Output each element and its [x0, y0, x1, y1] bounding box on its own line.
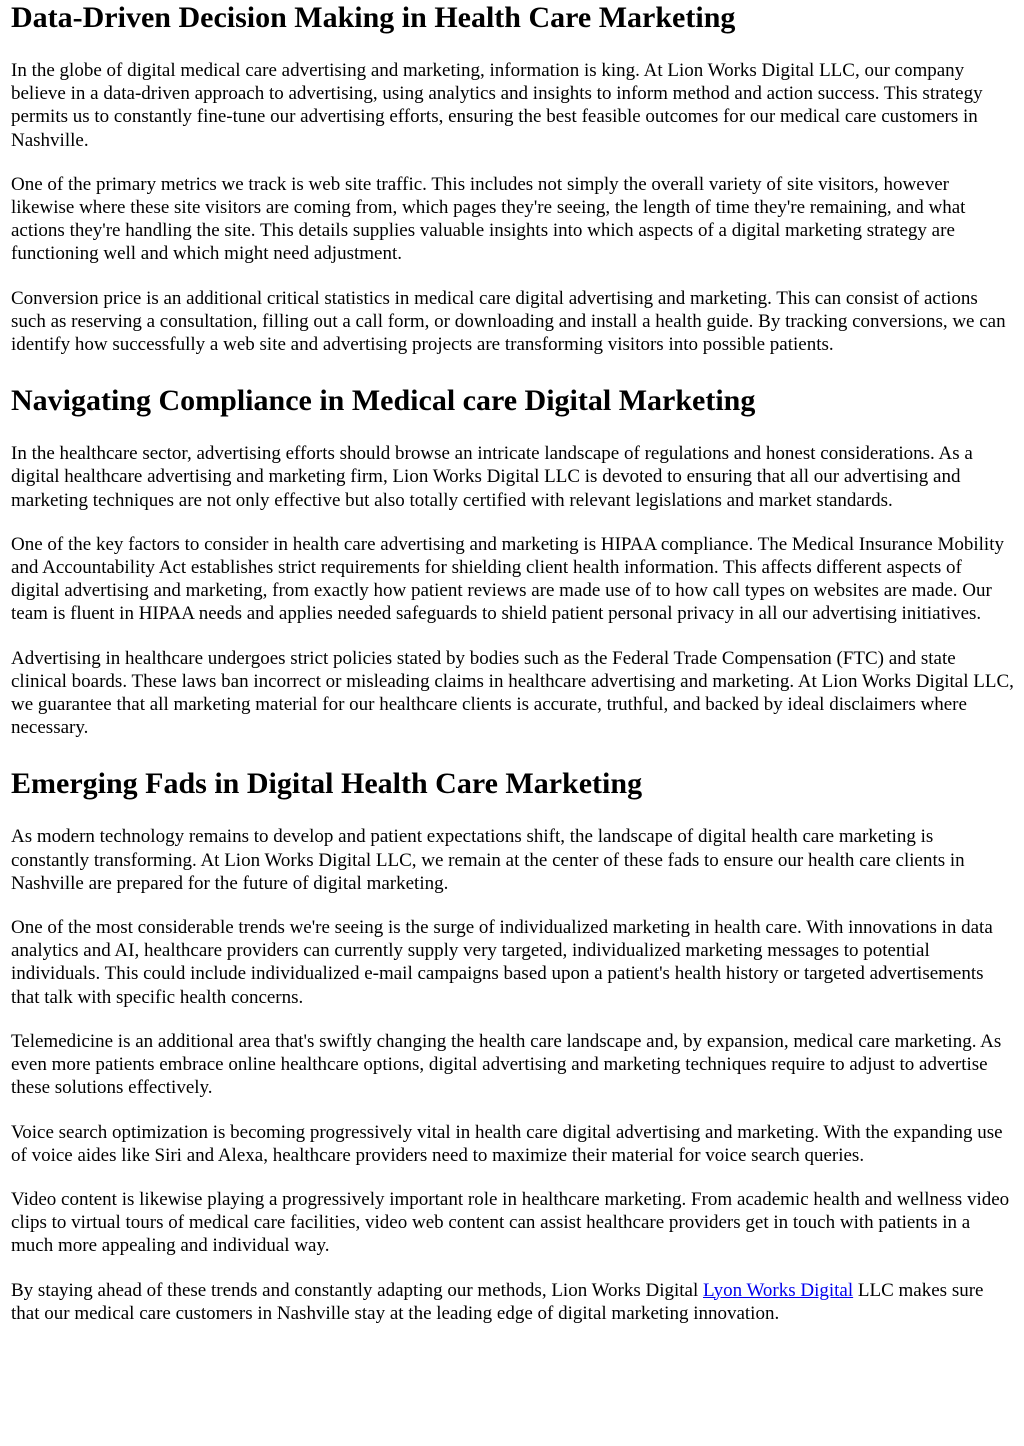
paragraph: Voice search optimization is becoming progressively vital in health care digital advertising and marketing. With the expanding use of voice aides like Siri and Alexa, healthcare providers need to maximize their material for voice search queries. [11, 1121, 1003, 1166]
paragraph: Advertising in healthcare undergoes strict policies stated by bodies such as the Federal Trade Compensation (FTC) and state clinical boards. These laws ban incorrect or misleading claims in healthcare advertising and marketing. At Lion Works Digital LLC, we guarantee that all marketing material for our healthcare clients is accurate, truthful, and backed by ideal disclaimers where necessary. [11, 647, 1014, 739]
paragraph: As modern technology remains to develop and patient expectations shift, the landscape of digital health care marketing is constantly transforming. At Lion Works Digital LLC, we remain at the center of these fads to ensure our health care clients in Nashville are prepared for the future of digital marketing. [11, 826, 965, 894]
paragraph: In the healthcare sector, advertising efforts should browse an intricate landscape of regulations and honest considerations. As a digital healthcare advertising and marketing firm, Lion Works Digital LLC is devoted to ensuring that all our advertising and marketing techniques are not only effective but also totally certified with relevant legislations and market standards. [11, 443, 973, 511]
paragraph: Video content is likewise playing a progressively important role in healthcare marketing. From academic health and wellness video clips to virtual tours of medical care facilities, video web content can assist healthcare providers get in touch with patients in a much more appealing and individual way. [11, 1188, 1010, 1257]
paragraph: Telemedicine is an additional area that's swiftly changing the health care landscape and, by expansion, medical care marketing. As even more patients embrace online healthcare options, digital advertising and marketing techniques require to adjust to advertise these solutions effectively. [11, 1030, 1002, 1099]
paragraph: One of the primary metrics we track is web site traffic. This includes not simply the overall variety of site visitors, however likewise where these site visitors are coming from, which pages they're seeing, the length of time they're remaining, and what actions they're handling the site. This details supplies valuable insights into which aspects of a digital marketing strategy are functioning well and which might need adjustment. [11, 173, 966, 265]
section-heading-emerging-fads: Emerging Fads in Digital Health Care Marketing [11, 767, 643, 801]
closing-text-after-link: LLC makes sure that our medical care customers in Nashville stay at the leading edge of digital marketing innovation. [11, 1279, 984, 1324]
paragraph: Conversion price is an additional critical statistics in medical care digital advertising and marketing. This can consist of actions such as reserving a consultation, filling out a call form, or downloading and install a health guide. By tracking conversions, we can identify how successfully a web site and advertising projects are transforming visitors into possible patients. [11, 287, 1006, 356]
paragraph: One of the most considerable trends we're seeing is the surge of individualized marketing in health care. With innovations in data analytics and AI, healthcare providers can currently supply very targeted, individualized marketing messages to potential individuals. This could include individualized e-mail campaigns based upon a patient's health history or targeted advertisements that talk with specific health concerns. [11, 917, 993, 1008]
lyon-works-digital-link[interactable]: Lyon Works Digital [703, 1279, 854, 1301]
section-heading-data-driven: Data-Driven Decision Making in Health Care Marketing [11, 1, 736, 34]
closing-paragraph [11, 1279, 1014, 1325]
closing-text-before-link: By staying ahead of these trends and constantly adapting our methods, Lion Works Digital [11, 1279, 704, 1301]
section-heading-compliance: Navigating Compliance in Medical care Digital Marketing [11, 384, 756, 418]
paragraph: One of the key factors to consider in health care advertising and marketing is HIPAA compliance. The Medical Insurance Mobility and Accountability Act establishes strict requirements for shielding client health information. This affects different aspects of digital advertising and marketing, from exactly how patient reviews are made use of to how call types on websites are made. Our team is fluent in HIPAA needs and applies needed safeguards to shield patient personal privacy in all our advertising initiatives. [11, 533, 1004, 625]
paragraph: In the globe of digital medical care advertising and marketing, information is king. At Lion Works Digital LLC, our company believe in a data-driven approach to advertising, using analytics and insights to inform method and action success. This strategy permits us to constantly fine-tune our advertising efforts, ensuring the best feasible outcomes for our medical care customers in Nashville. [11, 60, 983, 151]
